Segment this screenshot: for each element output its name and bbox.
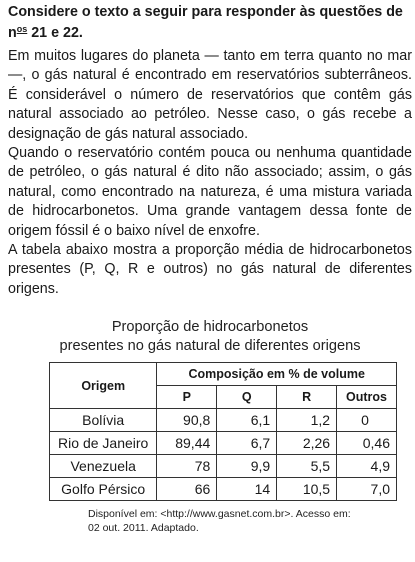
cell-p: 90,8 [157, 409, 217, 432]
cell-r: 1,2 [277, 409, 337, 432]
cell-q: 14 [217, 478, 277, 501]
paragraph-1: Em muitos lugares do planeta — tanto em terra quanto no mar —, o gás natural é encontrado em reservatórios subterrâneos. É considerável o número de reservatórios que contêm gás natural associado ao petróleo. Nesse caso, o gás recebe a designação de gás natural associado. [8, 48, 412, 142]
cell-q: 6,1 [217, 409, 277, 432]
question-heading [8, 4, 412, 42]
cell-r: 10,5 [277, 478, 337, 501]
cell-r: 5,5 [277, 455, 337, 478]
cell-outros: 0 [337, 409, 397, 432]
source-line-1: Disponível em: <http://www.gasnet.com.br>. Acesso em: [88, 508, 351, 521]
table-caption [8, 318, 412, 356]
cell-outros: 7,0 [337, 478, 397, 501]
header-r: R [277, 386, 337, 409]
paragraph-3: A tabela abaixo mostra a proporção média de hidrocarbonetos presentes (P, Q, R e outros) no gás natural de diferentes origens. [8, 242, 412, 297]
cell-origin: Golfo Pérsico [50, 478, 157, 501]
cell-p: 66 [157, 478, 217, 501]
header-origem: Origem [50, 363, 157, 409]
cell-outros: 4,9 [337, 455, 397, 478]
source-citation [88, 507, 412, 535]
cell-outros: 0,46 [337, 432, 397, 455]
table-row [50, 409, 397, 432]
header-composicao: Composição em % de volume [157, 363, 397, 386]
cell-q: 9,9 [217, 455, 277, 478]
source-line-2: 02 out. 2011. Adaptado. [88, 522, 199, 535]
cell-p: 89,44 [157, 432, 217, 455]
heading-text-before: Considere o texto a seguir para responder às questões de n [8, 4, 403, 41]
table-row [50, 432, 397, 455]
cell-origin: Venezuela [50, 455, 157, 478]
cell-r: 2,26 [277, 432, 337, 455]
table-header-row [50, 363, 397, 386]
document-page [8, 0, 412, 535]
heading-superscript: os [16, 24, 28, 34]
cell-origin: Rio de Janeiro [50, 432, 157, 455]
paragraph-2: Quando o reservatório contém pouca ou nenhuma quantidade de petróleo, o gás natural é dito não associado; assim, o gás natural, como encontrado na natureza, é uma mistura variada de hidrocarbonetos. Uma grande vantagem dessa fonte de origem fóssil é o baixo nível de enxofre. [8, 145, 412, 239]
table-caption-line-2: presentes no gás natural de diferentes origens [59, 338, 361, 355]
cell-origin: Bolívia [50, 409, 157, 432]
header-q: Q [217, 386, 277, 409]
hydrocarbon-table [49, 362, 397, 501]
cell-q: 6,7 [217, 432, 277, 455]
header-p: P [157, 386, 217, 409]
cell-p: 78 [157, 455, 217, 478]
table-caption-line-1: Proporção de hidrocarbonetos [111, 319, 309, 336]
table-row [50, 478, 397, 501]
table-row [50, 455, 397, 478]
heading-text-after: 21 e 22. [27, 25, 83, 41]
header-outros: Outros [337, 386, 397, 409]
